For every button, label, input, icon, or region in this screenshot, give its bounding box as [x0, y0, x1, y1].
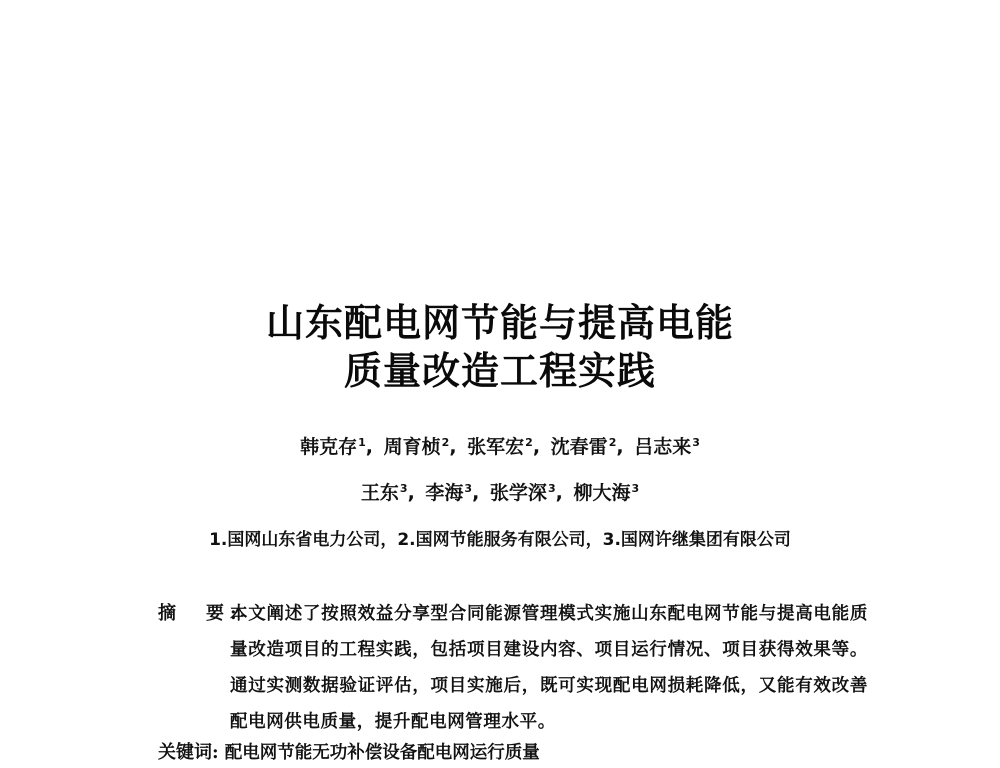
paper-title-line-1: 山东配电网节能与提高电能 [265, 300, 734, 345]
author-name: 韩克存 [300, 436, 358, 458]
author [573, 482, 639, 504]
abstract-label: 摘 要: [158, 603, 243, 624]
abstract-block [158, 596, 868, 740]
author [384, 436, 450, 458]
keywords-label: 关键词: [158, 742, 219, 763]
author [467, 436, 533, 458]
author-separator: , [407, 482, 415, 504]
author-affiliation-mark: 3 [464, 481, 473, 495]
author-affiliation-mark: 2 [525, 435, 533, 449]
author-name: 张军宏 [467, 436, 525, 458]
abstract-text: 本文阐述了按照效益分享型合同能源管理模式实施山东配电网节能与提高电能质量改造项目的工程实践，包括项目建设内容、项目运行情况、项目获得效果等。通过实测数据验证评估，项目实施后，既可实现配电网损耗降低，又能有效改善配电网供电质量，提升配电网管理水平。 [230, 604, 868, 732]
author-separator: , [616, 436, 624, 458]
author [551, 436, 617, 458]
author-name: 王东 [360, 482, 399, 504]
author-separator: , [532, 436, 541, 458]
author-separator: , [555, 482, 563, 504]
keywords-block [158, 740, 878, 766]
keywords-text: 配电网节能无功补偿设备配电网运行质量 [224, 743, 540, 763]
author-affiliation-mark: 3 [399, 481, 408, 495]
author-name: 周育桢 [383, 436, 441, 458]
author-name: 沈春雷 [550, 436, 608, 458]
author [634, 436, 700, 458]
author [490, 482, 556, 504]
affiliations: 1.国网山东省电力公司，2.国网节能服务有限公司，3.国网许继集团有限公司 [209, 530, 791, 550]
author-affiliation-mark: 2 [441, 435, 450, 449]
author-separator: , [365, 436, 374, 458]
author [425, 482, 472, 504]
author-name: 柳大海 [573, 482, 631, 504]
author-name: 吕志来 [634, 436, 692, 458]
paper-title-line-2: 质量改造工程实践 [343, 348, 656, 393]
author-separator: , [472, 482, 480, 504]
author-affiliation-mark: 3 [692, 435, 700, 449]
author-name: 张学深 [489, 482, 547, 504]
author [300, 436, 366, 458]
author-name: 李海 [425, 482, 464, 504]
author-list-line-1 [0, 434, 1000, 460]
author [361, 482, 408, 504]
author-affiliation-mark: 3 [547, 481, 556, 495]
author-affiliation-mark: 2 [608, 435, 617, 449]
author-affiliation-mark: 3 [631, 481, 640, 495]
author-list-line-2 [0, 480, 1000, 506]
author-separator: , [449, 436, 457, 458]
author-affiliation-mark: 1 [358, 435, 366, 449]
